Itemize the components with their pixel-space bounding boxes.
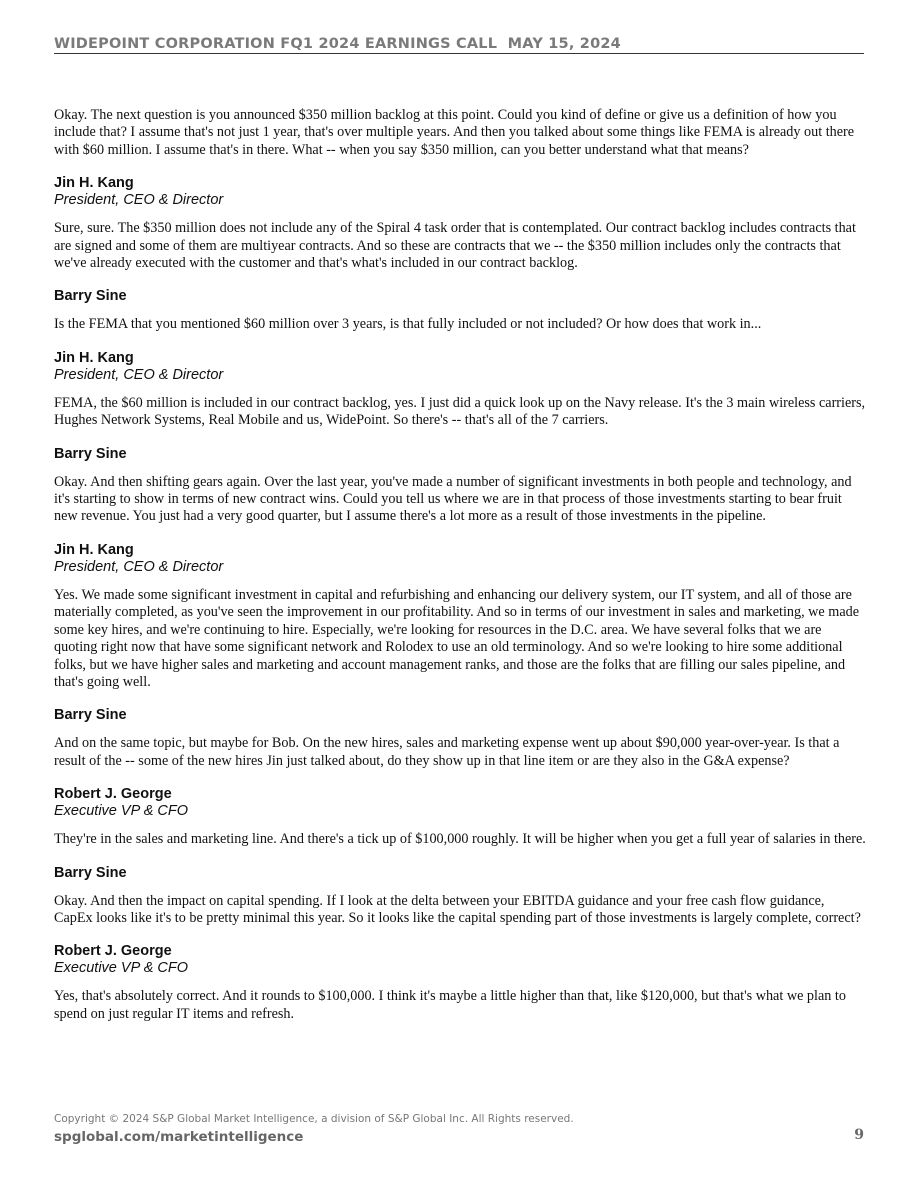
speaker-name: Barry Sine bbox=[54, 864, 127, 881]
speaker-title: President, CEO & Director bbox=[54, 558, 224, 575]
speaker-block bbox=[54, 542, 866, 576]
speaker-name: Barry Sine bbox=[54, 288, 127, 305]
transcript-paragraph: Okay. And then the impact on capital spending. If I look at the delta between your EBITDA guidance and your free cash flow guidance, CapEx looks like it's to be pretty minimal this year. So it looks like the capital spending part of those investments is largely complete, correct? bbox=[54, 892, 861, 926]
page-number: 9 bbox=[854, 1127, 864, 1143]
speaker-title: Executive VP & CFO bbox=[54, 803, 189, 820]
speaker-name: Robert J. George bbox=[54, 943, 172, 960]
transcript-paragraph: FEMA, the $60 million is included in our contract backlog, yes. I just did a quick look up on the Navy release. It's the 3 main wireless carriers, Hughes Network Systems, Real Mobile and us, WidePoint. So there's -- that's all of the 7 carriers. bbox=[54, 394, 866, 429]
speaker-block bbox=[54, 288, 866, 305]
speaker-name: Barry Sine bbox=[54, 445, 127, 462]
transcript-paragraph: Okay. And then shifting gears again. Over the last year, you've made a number of significant investments in both people and technology, and it's starting to show in terms of new contract wins. Could you tell us where we are in that process of those investments starting to bear fruit new revenue. You just had a very good quarter, but I assume there's a lot more as a result of those investments in the pipeline. bbox=[54, 473, 852, 525]
speaker-block bbox=[54, 943, 866, 977]
transcript-paragraph: Yes. We made some significant investment in capital and refurbishing and enhancing our delivery system, our IT system, and all of those are materially completed, as you've seen the improvement in our profitability. And so in terms of our investment in sales and marketing, we made some key hires, and we're continuing to hire. Especially, we're looking for resources in the D.C. area. We have several folks that we are quoting right now that have some significant network and Rolodex to use an old terminology. And so we're looking to hire some additional folks, but we have higher sales and marketing and account management ranks, and those are the folks that are filling our sales pipeline, and that's going well. bbox=[54, 586, 860, 690]
speaker-block bbox=[54, 446, 866, 463]
speaker-block bbox=[54, 707, 866, 724]
speaker-name: Barry Sine bbox=[54, 707, 127, 724]
speaker-title: President, CEO & Director bbox=[54, 192, 224, 209]
transcript-paragraph: They're in the sales and marketing line. And there's a tick up of $100,000 roughly. It will be higher when you get a full year of salaries in there. bbox=[54, 831, 866, 848]
speaker-name: Jin H. Kang bbox=[54, 175, 134, 192]
transcript-paragraph: Okay. The next question is you announced $350 million backlog at this point. Could you kind of define or give us a definition of how you include that? I assume that's not just 1 year, that's over multiple years. And then you talked about some things like FEMA is already out there with $60 million. I assume that's in there. What -- when you say $350 million, can you better understand what that means? bbox=[54, 107, 855, 158]
transcript-paragraph: Yes, that's absolutely correct. And it rounds to $100,000. I think it's maybe a little higher than that, like $120,000, but that's what we plan to spend on just regular IT items and refresh. bbox=[54, 988, 846, 1022]
transcript-body bbox=[54, 107, 866, 1039]
speaker-name: Robert J. George bbox=[54, 786, 172, 803]
page-header-title: WIDEPOINT CORPORATION FQ1 2024 EARNINGS CALL MAY 15, 2024 bbox=[54, 36, 621, 52]
header-divider bbox=[54, 53, 864, 54]
speaker-name: Jin H. Kang bbox=[54, 541, 134, 558]
speaker-block bbox=[54, 865, 866, 882]
speaker-block bbox=[54, 350, 866, 384]
speaker-block bbox=[54, 786, 866, 820]
speaker-block bbox=[54, 175, 866, 209]
transcript-paragraph: Sure, sure. The $350 million does not include any of the Spiral 4 task order that is contemplated. Our contract backlog includes contracts that are signed and some of them are multiyear contracts. And so these are contracts that we -- the $350 million includes only the contracts that we've already executed with the customer and that's what's included in our contract backlog. bbox=[54, 220, 856, 272]
speaker-title: Executive VP & CFO bbox=[54, 960, 189, 977]
speaker-title: President, CEO & Director bbox=[54, 366, 224, 383]
transcript-paragraph: And on the same topic, but maybe for Bob. On the new hires, sales and marketing expense went up about $90,000 year-over-year. Is that a result of the -- some of the new hires Jin just talked about, do they show up in that line item or are they also in the G&A expense? bbox=[54, 735, 840, 769]
speaker-name: Jin H. Kang bbox=[54, 349, 134, 366]
transcript-paragraph: Is the FEMA that you mentioned $60 million over 3 years, is that fully included or not included? Or how does that work in... bbox=[54, 316, 762, 333]
footer-url-link[interactable]: spglobal.com/marketintelligence bbox=[54, 1129, 304, 1145]
footer-copyright: Copyright © 2024 S&P Global Market Intelligence, a division of S&P Global Inc. All Rights reserved. bbox=[54, 1113, 574, 1125]
